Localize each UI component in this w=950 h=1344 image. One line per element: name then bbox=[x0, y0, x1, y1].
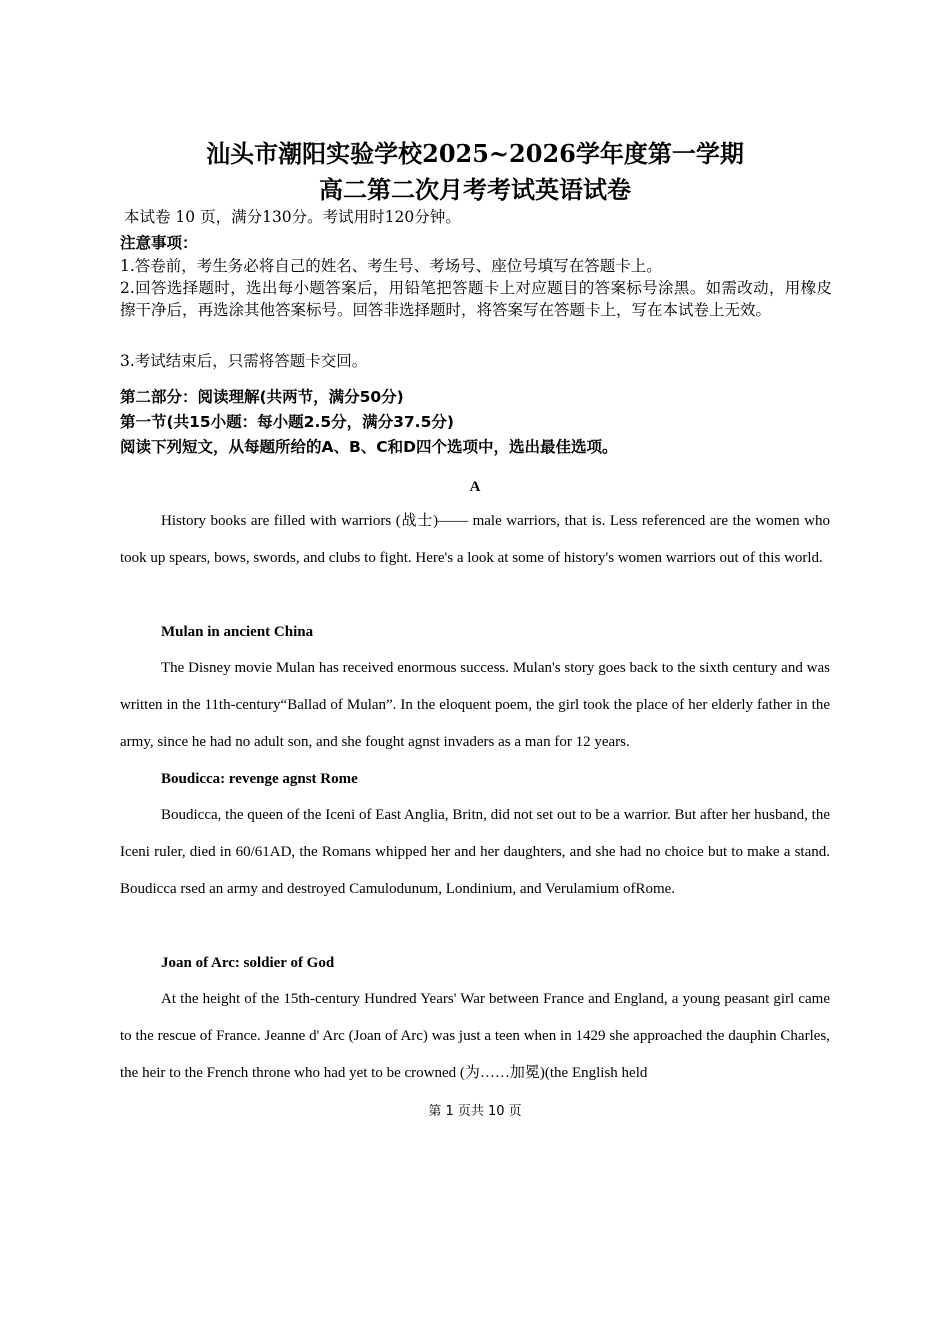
heading-mulan: Mulan in ancient China bbox=[161, 624, 314, 640]
passage-label: A bbox=[469, 479, 481, 495]
exam-title-line2: 高二第二次月考考试英语试卷 bbox=[319, 175, 631, 204]
passage-paragraph-4: At the height of the 15th-century Hundred Years' War between France and England, a young peasant girl came to the rescue of France. Jeanne d' Arc (Joan of Arc) was just a teen when in 1429 she approached the dauphin Charles, the heir to the French throne who had yet to be crowned (为……加冕)(the English held bbox=[120, 991, 830, 1081]
heading-joan-of-arc: Joan of Arc: soldier of God bbox=[161, 955, 335, 971]
passage-paragraph-2: The Disney movie Mulan has received enormous success. Mulan's story goes back to the sixth century and was written in the 11th-century“Ballad of Mulan”. In the eloquent poem, the girl took the place of her elderly father in the army, since he had no adult son, and she fought agnst invaders as a man for 12 years. bbox=[120, 660, 830, 750]
heading-boudicca: Boudicca: revenge agnst Rome bbox=[161, 771, 358, 787]
note-2: 2.回答选择题时，选出每小题答案后，用铅笔把答题卡上对应题目的答案标号涂黑。如需改动，用橡皮擦干净后，再选涂其他答案标号。回答非选择题时，将答案写在答题卡上，写在本试卷上无效。 bbox=[120, 279, 832, 319]
note-1: 1.答卷前，考生务必将自己的姓名、考生号、考场号、座位号填写在答题卡上。 bbox=[120, 257, 662, 275]
exam-info: 本试卷 10 页，满分130分。考试用时120分钟。 bbox=[124, 208, 461, 226]
note-3: 3.考试结束后，只需将答题卡交回。 bbox=[120, 352, 368, 370]
passage-paragraph-1: History books are filled with warriors (战士)—— male warriors, that is. Less referenced are the women who took up spears, bows, swords, and clubs to fight. Here's a look at some of history's women warriors out of this world. bbox=[120, 513, 830, 566]
passage-paragraph-3: Boudicca, the queen of the Iceni of East Anglia, Britn, did not set out to be a warrior. But after her husband, the Iceni ruler, died in 60/61AD, the Romans whipped her and her daughters, and she had no choice but to make a stand. Boudicca rsed an army and destroyed Camulodunum, Londinium, and Verulamium ofRome. bbox=[120, 807, 830, 897]
notes-title: 注意事项： bbox=[120, 234, 198, 252]
reading-instruction: 阅读下列短文，从每题所给的A、B、C和D四个选项中，选出最佳选项。 bbox=[120, 438, 618, 456]
page-number: 第 1 页共 10 页 bbox=[428, 1104, 522, 1119]
exam-title-line1: 汕头市潮阳实验学校2025~2026学年度第一学期 bbox=[206, 139, 744, 168]
part2-heading: 第二部分：阅读理解(共两节，满分50分) bbox=[120, 388, 404, 406]
part2-section1-heading: 第一节(共15小题：每小题2.5分，满分37.5分) bbox=[120, 413, 454, 431]
